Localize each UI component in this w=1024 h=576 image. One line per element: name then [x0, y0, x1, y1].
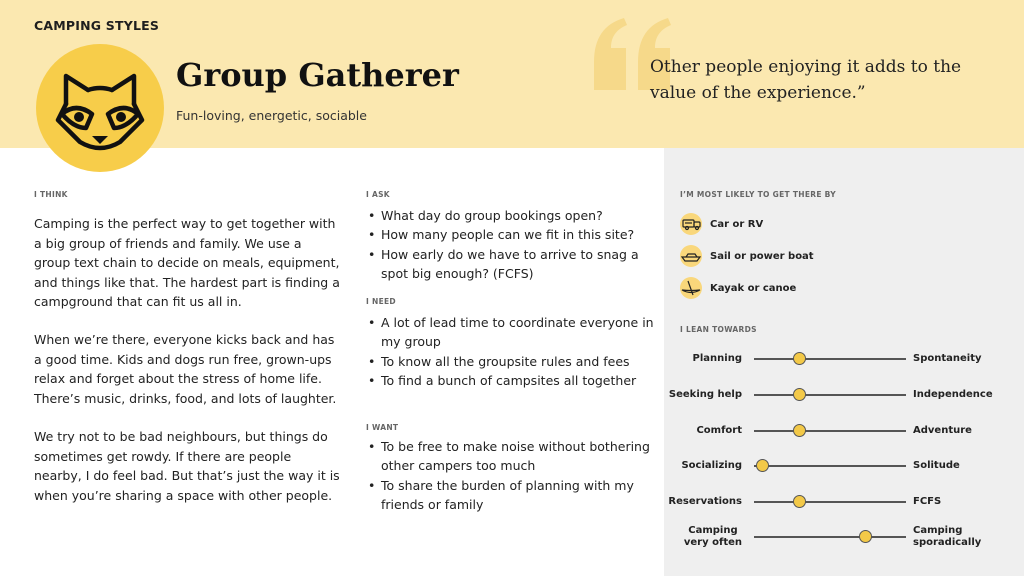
- want-list: [366, 437, 656, 514]
- slider-track: [754, 358, 906, 360]
- boat-icon: [680, 245, 702, 267]
- transport-label-kayak: Kayak or canoe: [710, 282, 797, 294]
- think-paragraph-3: We try not to be bad neighbours, but things do sometimes get rowdy. If there are people nearby, I do feel bad. But that’s just the way it is when you’re sharing a space with other people.: [34, 429, 340, 503]
- need-list: [366, 313, 656, 390]
- persona-quote: Other people enjoying it adds to the value of the experience.”: [650, 57, 962, 103]
- want-label: I WANT: [366, 423, 399, 432]
- rv-icon: [680, 213, 702, 235]
- slider-knob: [793, 352, 806, 365]
- transport-item-car: [680, 213, 763, 235]
- think-paragraph-1: Camping is the perfect way to get together with a big group of friends and family. We use a group text chain to decide on meals, equipment, and things like that. The hardest part is finding a campground that can fit us all in.: [34, 216, 340, 309]
- slider-knob: [859, 530, 872, 543]
- avatar: [36, 44, 164, 172]
- think-label: I THINK: [34, 190, 68, 199]
- lean-slider-row: [676, 417, 1016, 447]
- slider-knob: [756, 459, 769, 472]
- slider-right-label: Solitude: [913, 460, 960, 471]
- page-title: Group Gatherer: [176, 56, 459, 94]
- transport-item-kayak: [680, 277, 796, 299]
- transport-label-boat: Sail or power boat: [710, 250, 814, 262]
- need-label: I NEED: [366, 297, 396, 306]
- slider-left-label: Reservations: [668, 496, 742, 507]
- list-item: • A lot of lead time to coordinate everyone in my group: [366, 313, 656, 352]
- slider-left-label: Camping very often: [683, 525, 742, 548]
- slider-left-label: Socializing: [681, 460, 742, 471]
- transport-label: I’M MOST LIKELY TO GET THERE BY: [680, 190, 837, 199]
- slider-knob: [793, 495, 806, 508]
- lean-slider-row: [676, 452, 1016, 482]
- section-eyebrow: CAMPING STYLES: [34, 18, 160, 33]
- lean-slider-row: [676, 523, 1016, 553]
- transport-item-boat: [680, 245, 814, 267]
- slider-right-label: Adventure: [913, 425, 972, 436]
- list-item: • To be free to make noise without bothering other campers too much: [366, 437, 656, 476]
- slider-track: [754, 501, 906, 503]
- slider-track: [754, 536, 906, 538]
- slider-track: [754, 465, 906, 467]
- lean-slider-row: [676, 345, 1016, 375]
- ask-label: I ASK: [366, 190, 390, 199]
- transport-label-car: Car or RV: [710, 218, 764, 230]
- slider-knob: [793, 388, 806, 401]
- slider-right-label: FCFS: [913, 496, 942, 507]
- lean-slider-row: [668, 488, 1016, 518]
- list-item: • How many people can we fit in this site?: [366, 225, 656, 244]
- canoe-icon: [680, 277, 702, 299]
- raccoon-icon: [36, 44, 164, 172]
- slider-knob: [793, 424, 806, 437]
- slider-right-label: Spontaneity: [913, 353, 982, 364]
- list-item: • What day do group bookings open?: [366, 206, 656, 225]
- list-item: • To know all the groupsite rules and fees: [366, 352, 656, 371]
- lean-slider-row: [668, 381, 1016, 411]
- list-item: • To find a bunch of campsites all together: [366, 371, 656, 390]
- slider-left-label: Seeking help: [668, 389, 742, 400]
- list-item: • To share the burden of planning with my friends or family: [366, 476, 656, 515]
- page-subtitle: Fun-loving, energetic, sociable: [176, 108, 367, 123]
- ask-list: [366, 206, 656, 283]
- slider-right-label: Independence: [913, 389, 993, 400]
- slider-track: [754, 430, 906, 432]
- lean-label: I LEAN TOWARDS: [680, 325, 757, 334]
- slider-left-label: Comfort: [696, 425, 742, 436]
- list-item: • How early do we have to arrive to snag a spot big enough? (FCFS): [366, 245, 656, 284]
- slider-left-label: Planning: [692, 353, 742, 364]
- slider-track: [754, 394, 906, 396]
- think-paragraph-2: When we’re there, everyone kicks back and has a good time. Kids and dogs run free, grown-ups relax and forget about the stress of home life. There’s music, drinks, food, and lots of laughter.: [34, 332, 337, 406]
- slider-right-label: Camping sporadically: [913, 525, 982, 548]
